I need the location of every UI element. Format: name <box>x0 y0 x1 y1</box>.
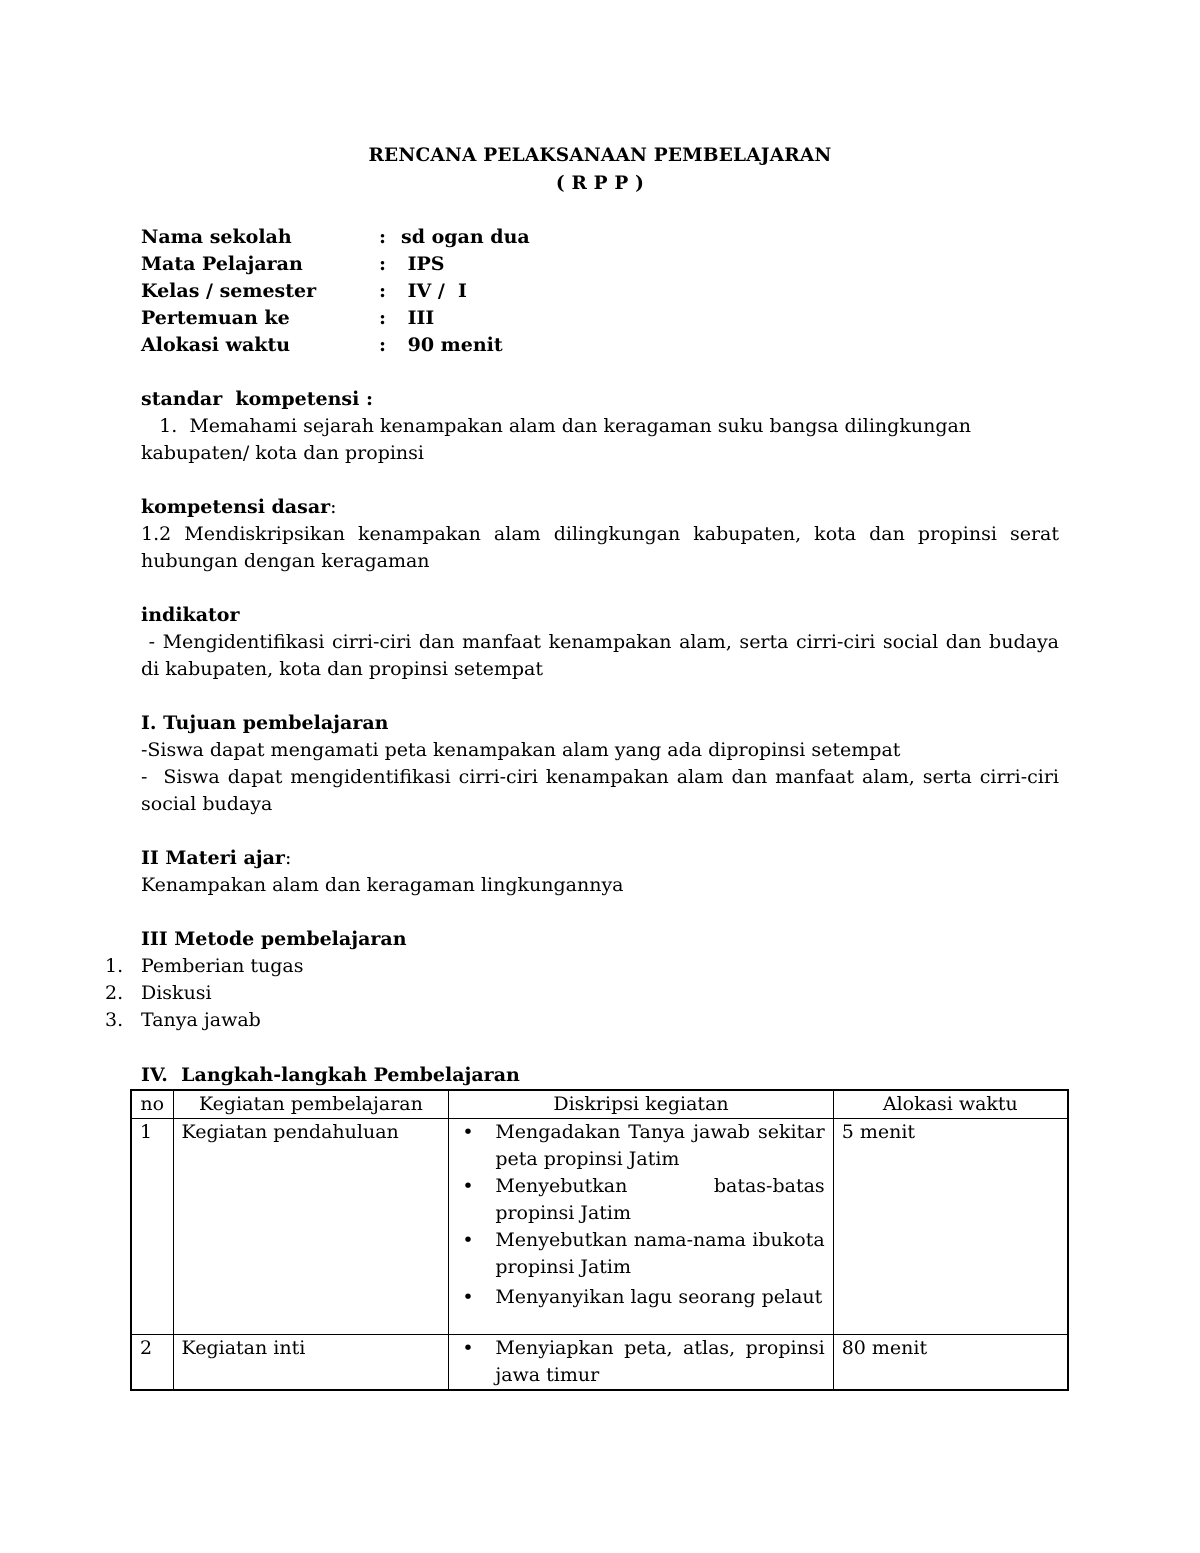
list-number: 2. <box>105 982 124 1004</box>
info-row-meeting <box>141 305 1059 332</box>
section-text: 1.2 Mendiskripsikan kenampakan alam dilingkungan kabupaten, kota dan propinsi serat hubungan dengan keragaman <box>141 523 1059 572</box>
list-text: Menyiapkan peta, atlas, propinsi jawa timur <box>495 1337 825 1386</box>
list-item <box>457 1119 824 1173</box>
section-kompetensi-dasar <box>141 494 1059 575</box>
list-item: -Siswa dapat mengamati peta kenampakan alam yang ada dipropinsi setempat <box>141 739 901 761</box>
list-item <box>457 1335 824 1389</box>
table-row <box>131 1335 1068 1391</box>
column-header: Alokasi waktu <box>833 1090 1068 1119</box>
list-item <box>105 953 1059 980</box>
list-text: Diskusi <box>141 982 212 1004</box>
heading-colon: : <box>330 496 337 518</box>
bullet-icon: • <box>462 1121 474 1143</box>
info-colon: : <box>379 226 387 248</box>
list-item: - Siswa dapat mengidentifikasi cirri-ciri kenampakan alam dan manfaat alam, serta cirri-ciri social budaya <box>141 766 1066 815</box>
cell-waktu: 5 menit <box>833 1119 1068 1335</box>
section-materi <box>141 845 1059 899</box>
bullet-list <box>457 1119 824 1311</box>
cell-no: 2 <box>131 1335 173 1391</box>
section-indikator <box>141 602 1066 683</box>
info-label: Pertemuan ke <box>141 307 290 329</box>
list-item <box>105 1007 1059 1034</box>
steps-table <box>130 1089 1069 1391</box>
cell-deskripsi <box>449 1119 833 1335</box>
list-number: 3. <box>105 1009 124 1031</box>
info-label: Alokasi waktu <box>141 334 291 356</box>
info-colon: : <box>379 280 387 302</box>
method-list <box>105 953 1059 1034</box>
info-row-class <box>141 278 1059 305</box>
document-title <box>141 142 1059 198</box>
heading-colon: : <box>284 847 292 869</box>
bullet-icon: • <box>462 1175 474 1197</box>
section-text: - Mengidentifikasi cirri-ciri dan manfaat kenampakan alam, serta cirri-ciri social dan budaya di kabupaten, kota dan propinsi setempat <box>141 631 1066 680</box>
bullet-list <box>457 1335 824 1389</box>
info-label: Nama sekolah <box>141 226 292 248</box>
title-line-2: ( R P P ) <box>555 173 645 194</box>
list-item <box>457 1173 824 1227</box>
section-heading: standar kompetensi : <box>141 388 373 410</box>
info-row-school <box>141 224 1059 251</box>
column-header: no <box>131 1090 173 1119</box>
list-item <box>457 1284 824 1311</box>
bullet-icon: • <box>462 1229 474 1251</box>
cell-no: 1 <box>131 1119 173 1335</box>
identity-block <box>141 224 1059 359</box>
cell-waktu: 80 menit <box>833 1335 1068 1391</box>
section-heading-line <box>141 845 1059 872</box>
column-header: Diskripsi kegiatan <box>449 1090 833 1119</box>
list-number: 1. <box>105 955 124 977</box>
info-value: IPS <box>401 253 445 275</box>
info-value: 90 menit <box>401 334 503 356</box>
section-heading: indikator <box>141 604 240 626</box>
title-line-1: RENCANA PELAKSANAAN PEMBELAJARAN <box>368 145 832 166</box>
cell-kegiatan: Kegiatan pendahuluan <box>173 1119 449 1335</box>
section-text: 1. Memahami sejarah kenampakan alam dan keragaman suku bangsa dilingkungan kabupaten/ kota dan propinsi <box>141 415 978 464</box>
bullet-icon: • <box>462 1286 474 1308</box>
info-label: Mata Pelajaran <box>141 253 303 275</box>
table-row <box>131 1119 1068 1335</box>
cell-deskripsi <box>449 1335 833 1391</box>
section-heading: II Materi ajar <box>141 847 285 869</box>
section-heading-line <box>141 494 1059 521</box>
info-row-time <box>141 332 1059 359</box>
section-tujuan <box>141 710 1066 818</box>
list-text: Menyebutkan batas-batas propinsi Jatim <box>495 1175 825 1224</box>
list-text: Pemberian tugas <box>141 955 304 977</box>
section-heading: I. Tujuan pembelajaran <box>141 712 389 734</box>
section-metode <box>105 926 1059 1034</box>
list-item <box>105 980 1059 1007</box>
info-value: IV / I <box>401 280 467 302</box>
list-text: Menyanyikan lagu seorang pelaut <box>495 1286 823 1308</box>
info-value: III <box>401 307 435 329</box>
section-heading: III Metode pembelajaran <box>141 928 407 950</box>
info-colon: : <box>379 253 387 275</box>
info-row-subject <box>141 251 1059 278</box>
section-standar <box>141 386 1059 467</box>
section-heading-langkah: IV. Langkah-langkah Pembelajaran <box>141 1064 520 1086</box>
cell-kegiatan: Kegiatan inti <box>173 1335 449 1391</box>
info-value: sd ogan dua <box>401 226 530 248</box>
list-text: Mengadakan Tanya jawab sekitar peta propinsi Jatim <box>495 1121 825 1170</box>
info-label: Kelas / semester <box>141 280 317 302</box>
table-header-row <box>131 1090 1068 1119</box>
bullet-icon: • <box>462 1337 474 1359</box>
info-colon: : <box>379 307 387 329</box>
document-page <box>105 142 1066 1034</box>
section-heading: kompetensi dasar <box>141 496 331 518</box>
list-text: Tanya jawab <box>141 1009 261 1031</box>
info-colon: : <box>379 334 387 356</box>
list-item <box>457 1227 824 1281</box>
column-header: Kegiatan pembelajaran <box>173 1090 449 1119</box>
list-text: Menyebutkan nama-nama ibukota propinsi Jatim <box>495 1229 825 1278</box>
section-text: Kenampakan alam dan keragaman lingkungannya <box>141 874 624 896</box>
